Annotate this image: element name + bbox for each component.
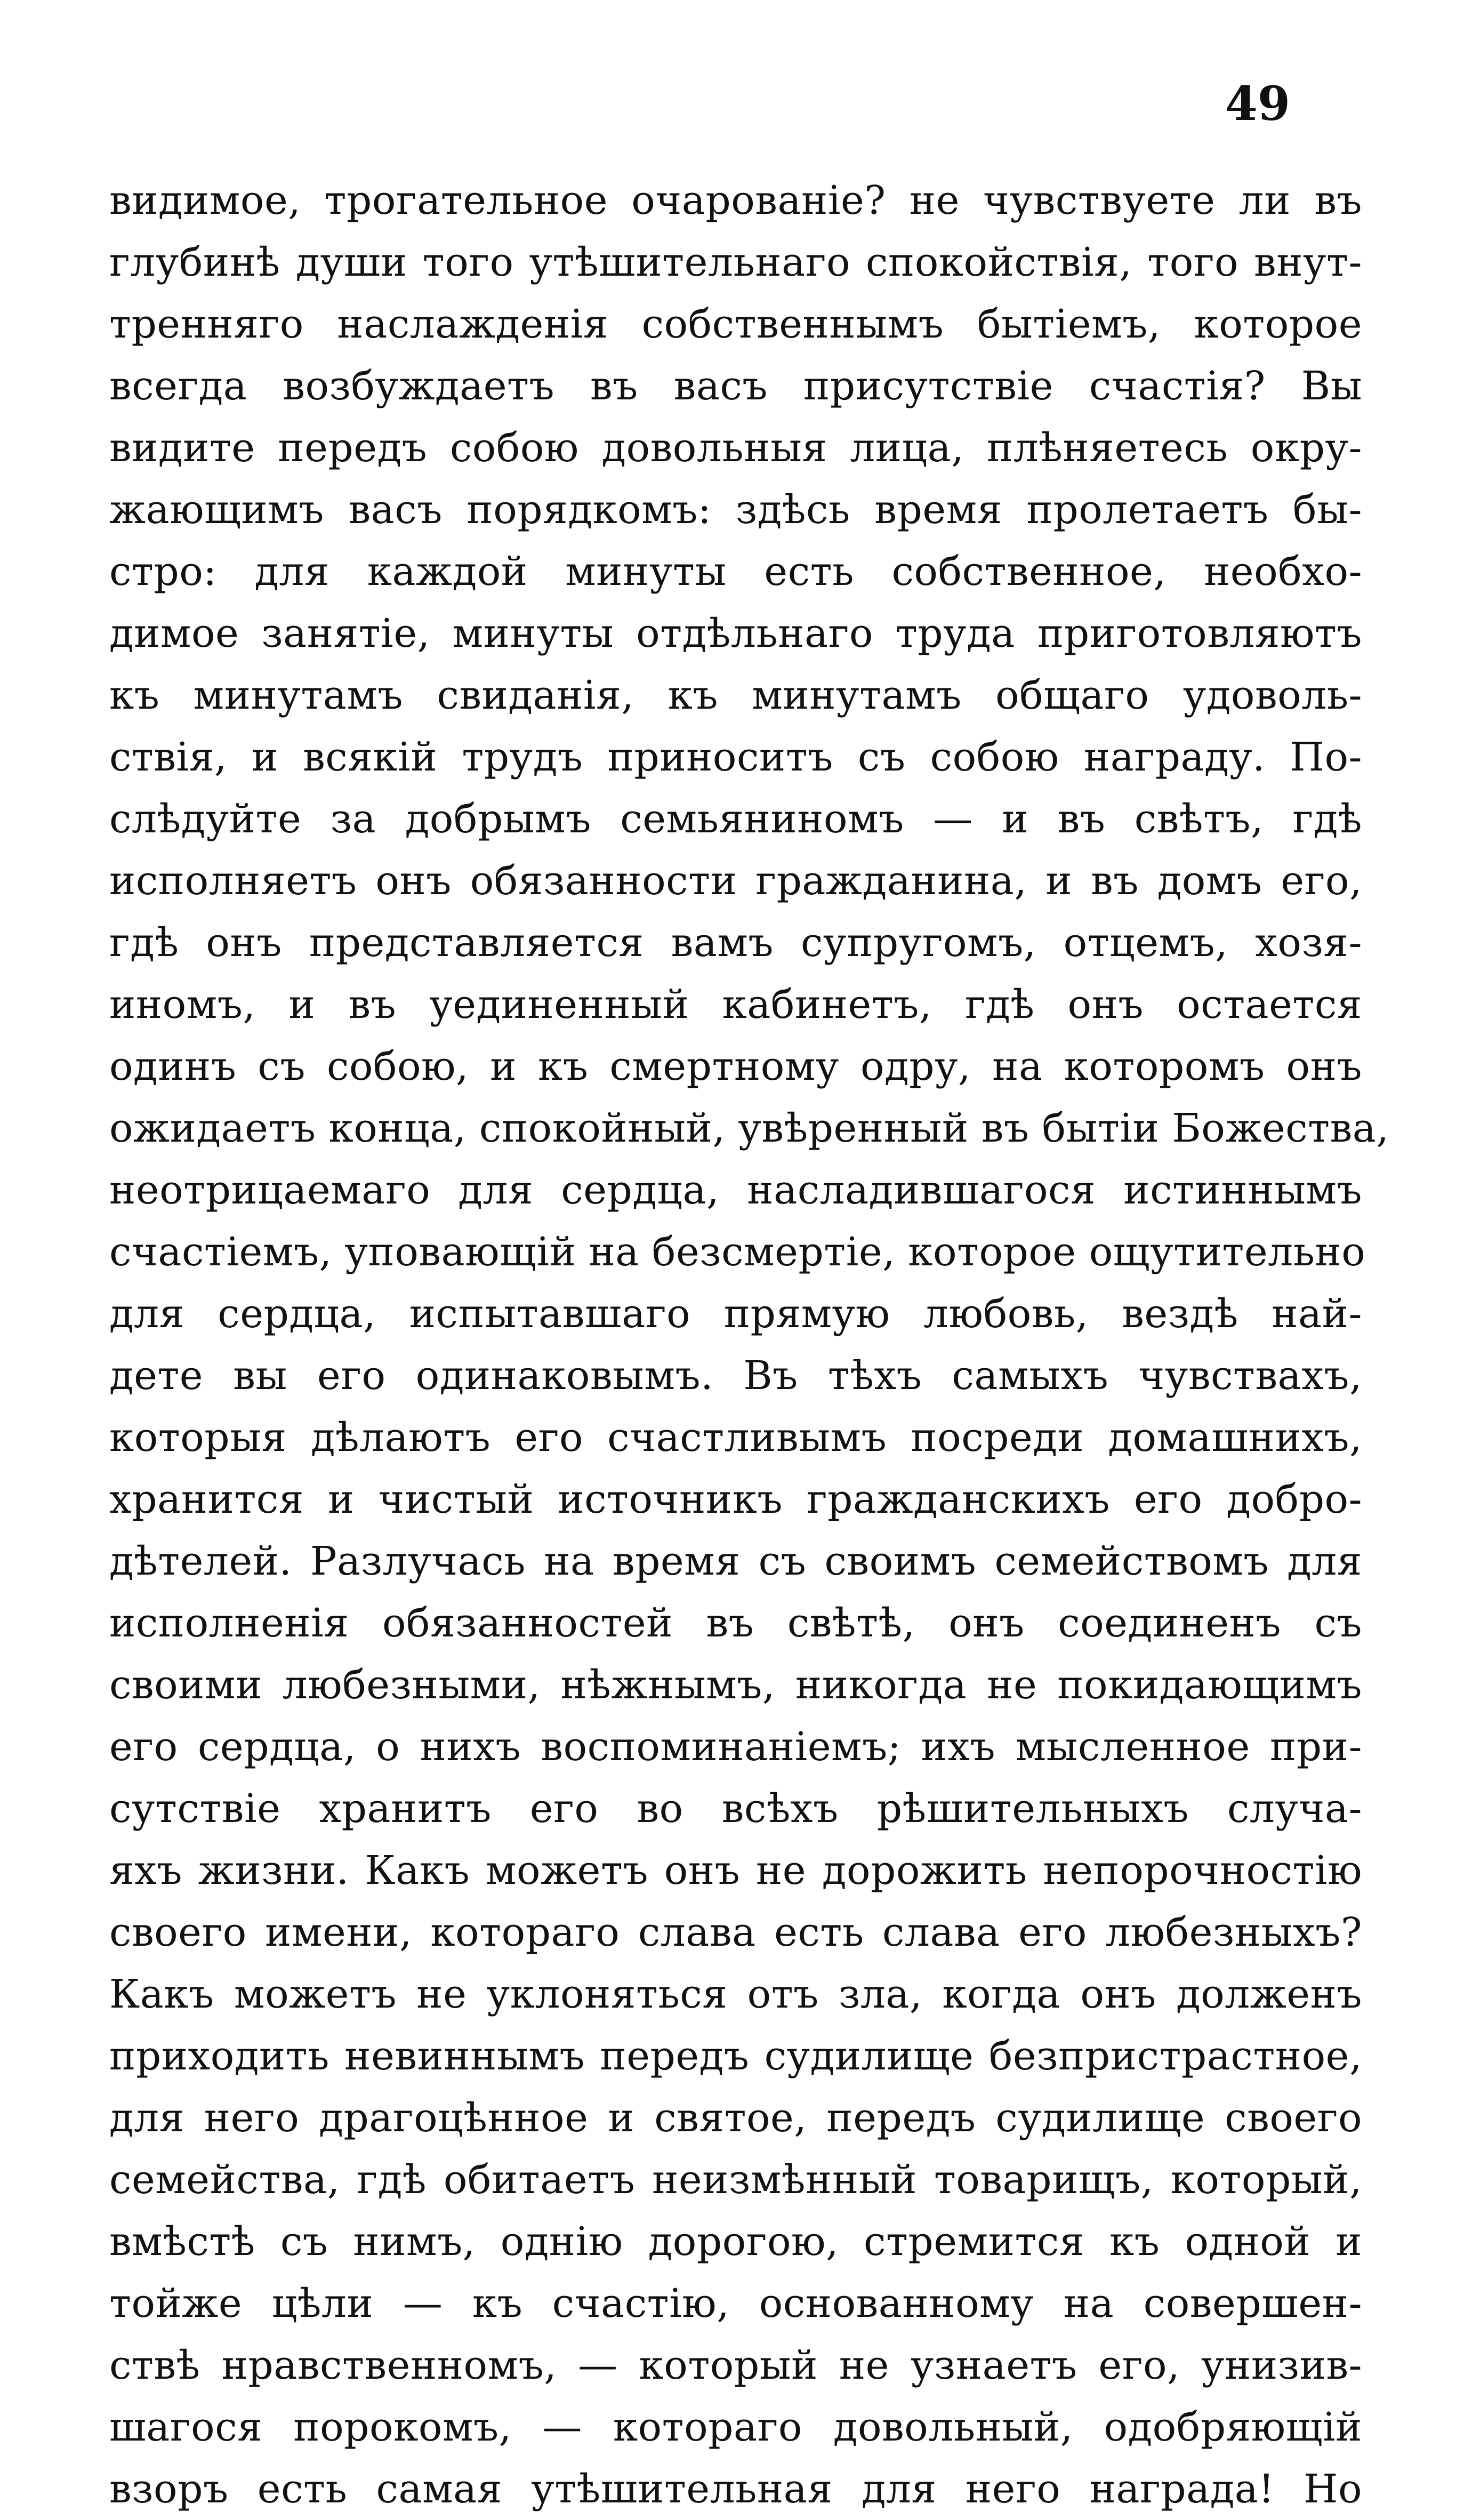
- text-line: его сердца, о нихъ воспоминаніемъ; ихъ мысленное при-: [109, 1724, 1362, 1770]
- text-line: Какъ можетъ не уклоняться отъ зла, когда онъ долженъ: [109, 1971, 1362, 2017]
- text-line: своими любезными, нѣжнымъ, никогда не покидающимъ: [109, 1662, 1362, 1708]
- text-line: своего имени, котораго слава есть слава его любезныхъ?: [109, 1909, 1362, 1955]
- text-line: исполняетъ онъ обязанности гражданина, и въ домъ его,: [109, 858, 1362, 904]
- text-line: исполненія обязанностей въ свѣтѣ, онъ соединенъ съ: [109, 1600, 1362, 1646]
- text-line: тренняго наслажденія собственнымъ бытіемъ, которое: [109, 301, 1362, 347]
- text-line: къ минутамъ свиданія, къ минутамъ общаго удоволь-: [109, 672, 1362, 718]
- text-line: глубинѣ души того утѣшительнаго спокойствія, того внут-: [109, 239, 1362, 285]
- text-line: дѣтелей. Разлучась на время съ своимъ семействомъ для: [109, 1538, 1362, 1584]
- text-line: взоръ есть самая утѣшительная для него награда! Но: [109, 2466, 1362, 2512]
- text-line: слѣдуйте за добрымъ семьяниномъ — и въ свѣтъ, гдѣ: [109, 796, 1362, 842]
- text-line: яхъ жизни. Какъ можетъ онъ не дорожить непорочностію: [109, 1848, 1362, 1893]
- text-line: всегда возбуждаетъ въ васъ присутствіе счастія? Вы: [109, 363, 1362, 409]
- text-line: приходить невиннымъ передъ судилище безпристрастное,: [109, 2033, 1362, 2079]
- text-line: вмѣстѣ съ нимъ, однію дорогою, стремится къ одной и: [109, 2219, 1362, 2265]
- body-text: [109, 170, 1389, 2520]
- text-line: иномъ, и въ уединенный кабинетъ, гдѣ онъ остается: [109, 982, 1362, 1028]
- text-line: ствія, и всякій трудъ приноситъ съ собою награду. По-: [109, 734, 1362, 780]
- text-line: димое занятіе, минуты отдѣльнаго труда приготовляютъ: [109, 611, 1362, 656]
- text-line: для него драгоцѣнное и святое, передъ судилище своего: [109, 2095, 1362, 2141]
- text-line: видите передъ собою довольныя лица, плѣняетесь окру-: [109, 425, 1362, 471]
- text-line: жающимъ васъ порядкомъ: здѣсь время пролетаетъ бы-: [109, 487, 1362, 533]
- text-line: стро: для каждой минуты есть собственное, необхо-: [109, 549, 1362, 595]
- text-line: семейства, гдѣ обитаетъ неизмѣнный товарищъ, который,: [109, 2157, 1362, 2203]
- text-line: гдѣ онъ представляется вамъ супругомъ, отцемъ, хозя-: [109, 920, 1362, 966]
- text-line: которыя дѣлаютъ его счастливымъ посреди домашнихъ,: [109, 1415, 1362, 1460]
- text-line: видимое, трогательное очарованіе? не чувствуете ли въ: [109, 178, 1362, 223]
- text-line: шагося порокомъ, — котораго довольный, одобряющій: [109, 2404, 1362, 2450]
- text-line: дете вы его одинаковымъ. Въ тѣхъ самыхъ чувствахъ,: [109, 1353, 1362, 1399]
- text-line: ожидаетъ конца, спокойный, увѣренный въ бытіи Божества,: [109, 1105, 1389, 1151]
- text-line: для сердца, испытавшаго прямую любовь, вездѣ най-: [109, 1291, 1362, 1337]
- text-line: тойже цѣли — къ счастію, основанному на совершен-: [109, 2281, 1362, 2326]
- text-line: хранится и чистый источникъ гражданскихъ его добро-: [109, 1476, 1362, 1522]
- text-line: счастіемъ, уповающій на безсмертіе, которое ощутительно: [109, 1229, 1366, 1275]
- text-line: неотрицаемаго для сердца, насладившагося истиннымъ: [109, 1167, 1362, 1213]
- text-line: сутствіе хранитъ его во всѣхъ рѣшительныхъ случа-: [109, 1786, 1362, 1832]
- text-line: ствѣ нравственномъ, — который не узнаетъ его, унизив-: [109, 2342, 1362, 2388]
- text-line: одинъ съ собою, и къ смертному одру, на которомъ онъ: [109, 1044, 1362, 1089]
- page-number: 49: [1225, 76, 1290, 131]
